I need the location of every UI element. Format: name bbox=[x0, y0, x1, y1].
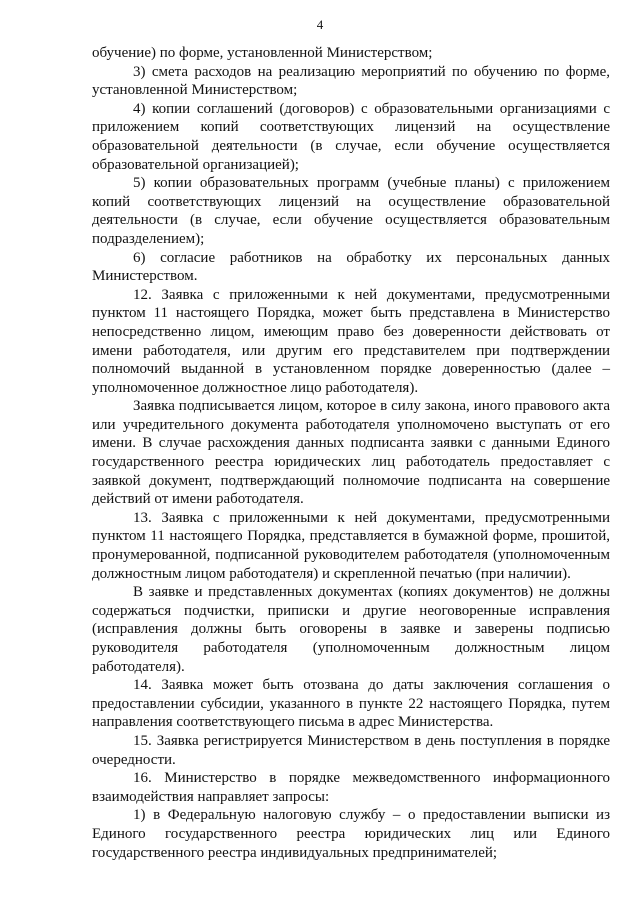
page-number: 4 bbox=[316, 17, 324, 32]
paragraph: обучение) по форме, установленной Министерством; bbox=[92, 45, 433, 61]
paragraph: 15. Заявка регистрируется Министерством в день поступления в порядке очередности. bbox=[92, 732, 610, 768]
paragraph: 1) в Федеральную налоговую службу – о предоставлении выписки из Единого государственного реестра юридических лиц или Единого государственного реестра индивидуальных предпринимателей; bbox=[92, 807, 610, 861]
paragraph: 6) согласие работников на обработку их персональных данных Министерством. bbox=[92, 249, 610, 285]
paragraph: 12. Заявка с приложенными к ней документами, предусмотренными пунктом 11 настоящего Порядка, может быть представлена в Министерство непосредственно лицом, имеющим право без доверенности действовать от имени работодателя, или другим его представителем при подтверждении полномочий выданной в установленном порядке доверенностью (далее – уполномоченное должностное лицо работодателя). bbox=[92, 286, 610, 396]
paragraph: Заявка подписывается лицом, которое в силу закона, иного правового акта или учредительного документа работодателя уполномочено выступать от его имени. В случае расхождения данных подписанта заявки с данными Единого государственного реестра юридических лиц работодатель предоставляет с заявкой документ, подтверждающий полномочие подписанта на совершение действий от имени работодателя. bbox=[92, 398, 610, 508]
paragraph: 5) копии образовательных программ (учебные планы) с приложением копий соответствующих лицензий на осуществление образовательной деятельности (в случае, если обучение осуществляется образовательным подразделением); bbox=[92, 175, 610, 247]
paragraph: 13. Заявка с приложенными к ней документами, предусмотренными пунктом 11 настоящего Порядка, представляется в бумажной форме, прошитой, пронумерованной, подписанной руководителем работодателя (уполномоченным должностным лицом работодателя) и скрепленной печатью (при наличии). bbox=[92, 509, 610, 582]
paragraph: 16. Министерство в порядке межведомственного информационного взаимодействия направляет запросы: bbox=[92, 770, 610, 805]
paragraph: В заявке и представленных документах (копиях документов) не должны содержаться подчистки, приписки и другие неоговоренные исправления (исправления должны быть оговорены в заявке и заверены подписью руководителя работодателя (уполномоченным должностным лицом работодателя). bbox=[92, 584, 610, 675]
paragraph: 14. Заявка может быть отозвана до даты заключения соглашения о предоставлении субсидии, указанного в пункте 22 настоящего Порядка, путем направления соответствующего письма в адрес Министерства. bbox=[92, 677, 610, 731]
paragraph: 4) копии соглашений (договоров) с образовательными организациями с приложением копий соответствующих лицензий на осуществление образовательной деятельности (в случае, если обучение осуществляется образовательной организацией); bbox=[92, 100, 610, 173]
paragraph: 3) смета расходов на реализацию мероприятий по обучению по форме, установленной Министерством; bbox=[92, 63, 610, 99]
document-body bbox=[92, 44, 610, 862]
